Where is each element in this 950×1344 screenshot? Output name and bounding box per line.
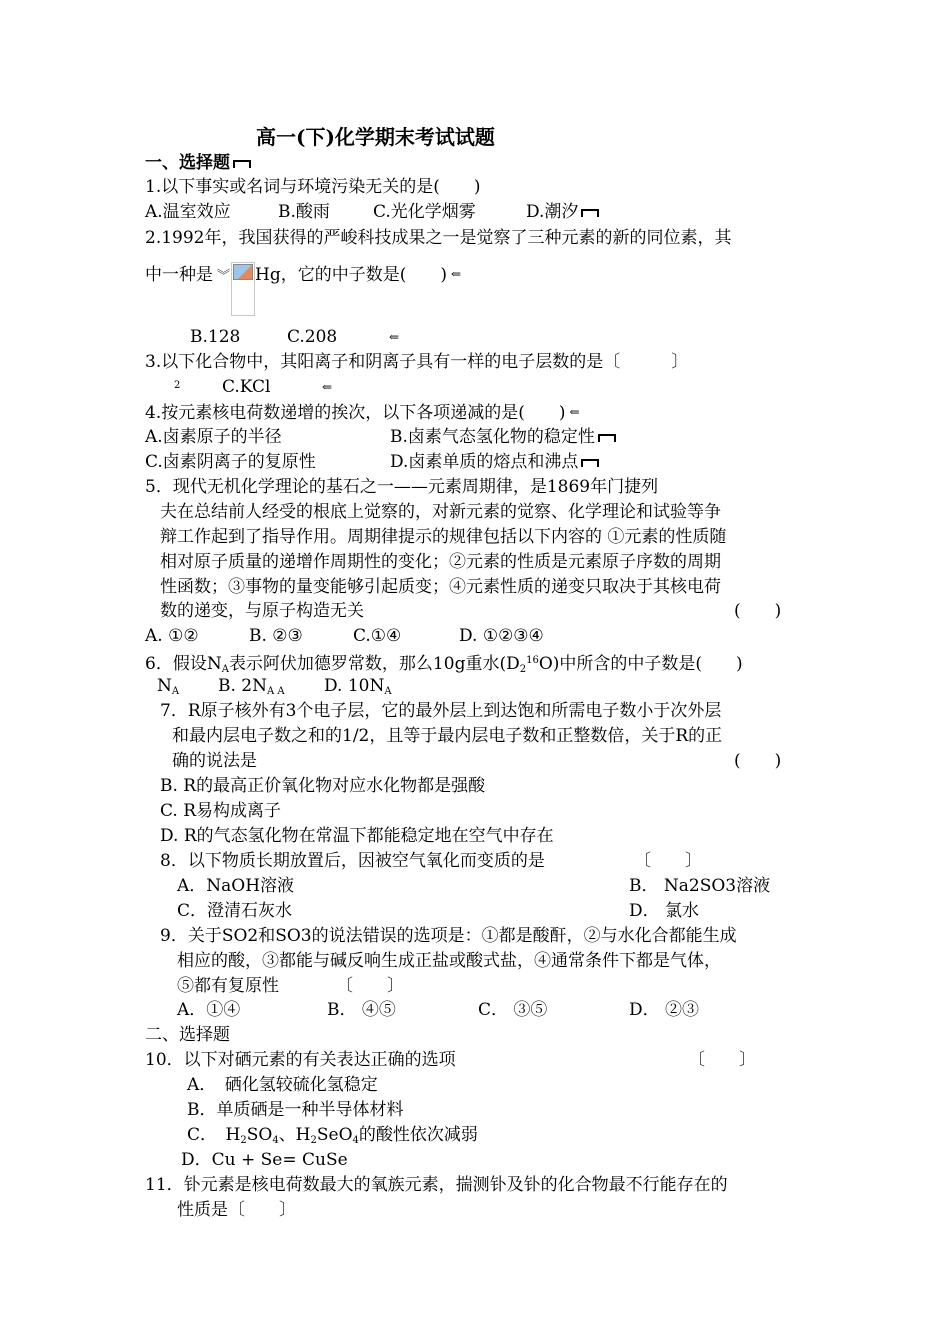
question-2-option-b: B.128: [190, 327, 241, 347]
question-11-line-1: 11．钋元素是核电荷数最大的氧族元素，揣测钋及钋的化合物最不行能存在的: [145, 1175, 728, 1195]
question-5-option-b: B. ②③: [249, 626, 303, 646]
paragraph-mark-icon: ⇐: [451, 267, 462, 281]
question-2-line-2: 中一种是 ︾ Hg，它的中子数是( ) ⇐: [145, 262, 461, 316]
question-1-option-c: C.光化学烟雾: [373, 202, 476, 222]
question-2-line-1: 2.1992年，我国获得的严峻科技成果之一是觉察了三种元素的新的同位素，其: [145, 228, 732, 248]
question-7-option-c: C. R易构成离子: [160, 801, 282, 821]
question-7-line-3: 确的说法是: [172, 751, 257, 771]
section-heading-1: 一、选择题: [145, 151, 251, 175]
question-10-stem: 10．以下对硒元素的有关表达正确的选项: [145, 1050, 456, 1070]
question-10-option-a: A． 硒化氢较硫化氢稳定: [187, 1075, 378, 1095]
question-11-line-2: 性质是〔 〕: [177, 1200, 296, 1220]
question-9-option-b: B． ④⑤: [327, 1000, 396, 1020]
question-8-answer-paren: 〔 〕: [634, 851, 702, 871]
question-9-answer-paren: 〔 〕: [336, 976, 404, 996]
question-5-answer-paren: ( ): [734, 601, 782, 621]
question-5-line-5: 性函数；③事物的量变能够引起质变；④元素性质的递变只取决于其核电荷: [160, 577, 721, 597]
question-7-line-2: 和最内层电子数之和的1/2，且等于最内层电子数和正整数倍，关于R的正: [172, 726, 723, 746]
paragraph-mark-icon: ⇐: [389, 330, 400, 344]
question-4-stem: 4.按元素核电荷数递增的挨次，以下各项递减的是( ) ⇐: [145, 403, 580, 423]
question-5-option-c: C.①④: [353, 626, 402, 646]
question-6-option-b: B. $2N_{A A}$: [218, 676, 285, 697]
broken-image-icon: [231, 262, 255, 316]
question-1-option-b: B.酸雨: [278, 202, 330, 222]
question-7-line-1: 7．R原子核外有3个电子层，它的最外层上到达饱和所需电子数小于次外层: [160, 701, 722, 721]
question-9-line-2: 相应的酸，③都能与碱反响生成正盐或酸式盐，④通常条件下都是气体，: [177, 951, 721, 971]
chevron-double-down-icon: ︾: [217, 269, 231, 284]
question-8-option-c: C．澄清石灰水: [177, 901, 293, 921]
question-9-line-1: 9．关于SO2和SO3的说法错误的选项是：①都是酸酐，②与水化合都能生成: [160, 926, 737, 946]
question-8-option-d: D． 氯水: [629, 901, 700, 921]
question-3-fragment: 2: [174, 380, 181, 391]
question-10-option-b: B．单质硒是一种半导体材料: [187, 1100, 404, 1120]
question-8-option-a: A．NaOH溶液: [177, 876, 295, 896]
question-5-option-d: D. ①②③④: [459, 626, 544, 646]
question-5-option-a: A. ①②: [145, 626, 199, 646]
question-3-option-c: C.KCl: [222, 377, 271, 397]
question-10-option-c: C． $H_2SO_4$、$H_2SeO_4$的酸性依次减弱: [187, 1125, 478, 1146]
question-6-option-a: $N_A$: [157, 676, 180, 697]
paragraph-mark-icon: ⇐: [569, 405, 580, 419]
question-5-line-4: 相对原子质量的递增作周期性的变化；②元素的性质是元素原子序数的周期: [160, 552, 721, 572]
question-4-option-a: A.卤素原子的半径: [145, 427, 282, 447]
question-10-answer-paren: 〔 〕: [688, 1050, 756, 1070]
question-4-option-d: D.卤素单质的熔点和沸点: [390, 450, 599, 474]
question-9-option-c: C． ③⑤: [478, 1000, 548, 1020]
question-1-option-a: A.温室效应: [145, 202, 231, 222]
page-title: 高一(下)化学期末考试试题: [256, 125, 495, 149]
question-5-line-6: 数的递变，与原子构造无关: [160, 601, 364, 621]
question-5-line-2: 夫在总结前人经受的根底上觉察的，对新元素的觉察、化学理论和试验等争: [160, 502, 721, 522]
paragraph-mark-icon: ⇐: [322, 380, 333, 394]
question-7-option-b: B. R的最高正价氧化物对应水化物都是强酸: [160, 776, 486, 796]
question-5-line-1: 5．现代无机化学理论的基石之一——元素周期律，是1869年门捷列: [145, 477, 659, 497]
paragraph-mark-icon: [581, 209, 599, 217]
question-9-line-3: ⑤都有复原性: [177, 976, 279, 996]
question-7-answer-paren: ( ): [734, 751, 782, 771]
question-3-stem: 3.以下化合物中，其阳离子和阴离子具有一样的电子层数的是〔 〕: [145, 352, 689, 372]
question-6-option-d: D. $10N_A$: [324, 676, 392, 697]
question-5-line-3: 辩工作起到了指导作用。周期律提示的规律包括以下内容的 ①元素的性质随: [160, 527, 727, 547]
question-4-option-b: B.卤素气态氢化物的稳定性: [390, 425, 616, 449]
paragraph-mark-icon: [233, 160, 251, 168]
question-9-option-a: A．①④: [177, 1000, 241, 1020]
question-8-stem: 8．以下物质长期放置后，因被空气氧化而变质的是: [160, 851, 545, 871]
question-6-stem: 6．假设$N_A$表示阿伏加德罗常数，那么10g重水$(D_2^{16}O)$中所含的中子数是( ): [145, 654, 743, 675]
paragraph-mark-icon: [581, 459, 599, 467]
question-8-option-b: B． Na2SO3溶液: [629, 876, 771, 896]
question-1-stem: 1.以下事实或名词与环境污染无关的是( ): [145, 177, 481, 197]
question-9-option-d: D． ②③: [629, 1000, 700, 1020]
question-4-option-c: C.卤素阴离子的复原性: [145, 452, 316, 472]
question-1-option-d: D.潮汐: [526, 200, 599, 224]
question-7-option-d: D. R的气态氢化物在常温下都能稳定地在空气中存在: [160, 826, 554, 846]
question-2-option-c: C.208: [287, 327, 338, 347]
section-heading-2: 二、选择题: [145, 1025, 230, 1045]
paragraph-mark-icon: [598, 434, 616, 442]
question-10-option-d: D．Cu + Se= CuSe: [181, 1150, 348, 1170]
